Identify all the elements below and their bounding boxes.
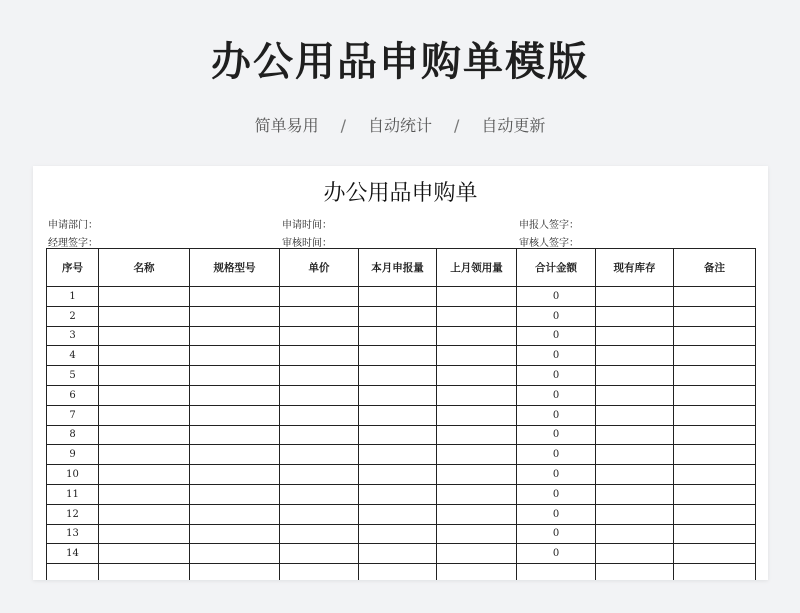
table-cell[interactable] <box>280 346 359 366</box>
table-cell[interactable]: 12 <box>47 504 99 524</box>
table-cell[interactable]: 0 <box>517 504 596 524</box>
table-row <box>47 564 756 580</box>
table-cell[interactable] <box>190 346 280 366</box>
table-row <box>47 405 756 425</box>
table-cell[interactable]: 2 <box>47 306 99 326</box>
table-cell[interactable] <box>674 564 756 580</box>
table-cell[interactable] <box>437 445 517 465</box>
column-header: 序号 <box>47 249 99 287</box>
purchase-table <box>46 248 756 580</box>
manager-sign-label: 经理签字： <box>48 238 98 249</box>
page-title: 办公用品申购单模版 <box>211 39 589 85</box>
table-cell[interactable]: 8 <box>47 425 99 445</box>
column-header: 上月领用量 <box>437 249 517 287</box>
table-cell[interactable] <box>190 564 280 580</box>
table-cell[interactable] <box>674 544 756 564</box>
table-cell[interactable] <box>99 465 190 485</box>
table-cell[interactable] <box>674 445 756 465</box>
column-header: 规格型号 <box>190 249 280 287</box>
table-cell[interactable]: 0 <box>517 484 596 504</box>
table-cell[interactable]: 0 <box>517 385 596 405</box>
feature-item: 简单易用 <box>254 116 319 135</box>
table-cell[interactable] <box>596 366 674 386</box>
table-cell[interactable]: 0 <box>517 544 596 564</box>
table-cell[interactable]: 14 <box>47 544 99 564</box>
table-cell[interactable] <box>280 366 359 386</box>
table-cell[interactable] <box>437 524 517 544</box>
table-cell[interactable]: 13 <box>47 524 99 544</box>
table-cell[interactable] <box>674 306 756 326</box>
table-cell[interactable] <box>359 306 437 326</box>
table-cell[interactable]: 5 <box>47 366 99 386</box>
table-cell[interactable] <box>674 465 756 485</box>
reviewer-sign-label: 审核人签字： <box>519 238 579 249</box>
table-cell[interactable] <box>190 385 280 405</box>
table-cell[interactable] <box>190 287 280 307</box>
column-header: 现有库存 <box>596 249 674 287</box>
table-row <box>47 346 756 366</box>
table-cell[interactable] <box>280 405 359 425</box>
dept-label: 申请部门： <box>48 220 98 231</box>
table-cell[interactable]: 0 <box>517 326 596 346</box>
table-cell[interactable] <box>190 326 280 346</box>
table-cell[interactable] <box>280 564 359 580</box>
apply-time-label: 申请时间： <box>282 220 332 231</box>
table-cell[interactable] <box>596 306 674 326</box>
table-cell[interactable] <box>280 524 359 544</box>
table-cell[interactable]: 7 <box>47 405 99 425</box>
table-cell[interactable] <box>674 524 756 544</box>
form-sheet <box>33 166 768 580</box>
table-row <box>47 425 756 445</box>
table-cell[interactable] <box>190 484 280 504</box>
table-cell[interactable] <box>596 326 674 346</box>
table-cell[interactable] <box>437 465 517 485</box>
table-cell[interactable]: 0 <box>517 366 596 386</box>
table-cell[interactable] <box>280 425 359 445</box>
table-cell[interactable] <box>596 405 674 425</box>
table-cell[interactable] <box>190 366 280 386</box>
table-cell[interactable] <box>359 544 437 564</box>
table-row <box>47 445 756 465</box>
table-cell[interactable]: 11 <box>47 484 99 504</box>
column-header: 单价 <box>280 249 359 287</box>
table-cell[interactable] <box>190 306 280 326</box>
table-cell[interactable] <box>99 524 190 544</box>
table-cell[interactable] <box>359 524 437 544</box>
table-cell[interactable] <box>437 544 517 564</box>
sheet-title: 办公用品申购单 <box>323 181 478 206</box>
feature-item: 自动统计 <box>367 116 432 135</box>
table-cell[interactable] <box>596 385 674 405</box>
table-cell[interactable] <box>99 564 190 580</box>
table-cell[interactable] <box>359 366 437 386</box>
table-row <box>47 484 756 504</box>
table-cell[interactable] <box>99 366 190 386</box>
table-cell[interactable] <box>596 425 674 445</box>
table-cell[interactable] <box>99 385 190 405</box>
table-cell[interactable] <box>437 366 517 386</box>
table-cell[interactable] <box>190 425 280 445</box>
column-header: 合计金额 <box>517 249 596 287</box>
table-cell[interactable] <box>596 504 674 524</box>
feature-tagline <box>0 113 800 136</box>
table-cell[interactable] <box>280 544 359 564</box>
table-row <box>47 385 756 405</box>
table-cell[interactable] <box>99 445 190 465</box>
table-cell[interactable] <box>280 287 359 307</box>
table-cell[interactable] <box>99 544 190 564</box>
table-cell[interactable] <box>674 405 756 425</box>
table-cell[interactable]: 10 <box>47 465 99 485</box>
table-cell[interactable] <box>437 425 517 445</box>
table-cell[interactable] <box>596 524 674 544</box>
table-row <box>47 287 756 307</box>
table-cell[interactable]: 3 <box>47 326 99 346</box>
column-header: 名称 <box>99 249 190 287</box>
table-row <box>47 326 756 346</box>
table-cell[interactable] <box>359 425 437 445</box>
table-cell[interactable]: 9 <box>47 445 99 465</box>
table-cell[interactable] <box>596 544 674 564</box>
table-cell[interactable]: 0 <box>517 287 596 307</box>
table-row <box>47 465 756 485</box>
table-cell[interactable] <box>437 405 517 425</box>
table-cell[interactable]: 1 <box>47 287 99 307</box>
table-cell[interactable] <box>280 504 359 524</box>
table-cell[interactable]: 0 <box>517 445 596 465</box>
table-cell[interactable] <box>359 445 437 465</box>
table-cell[interactable] <box>359 326 437 346</box>
table-cell[interactable] <box>437 564 517 580</box>
table-cell[interactable] <box>280 326 359 346</box>
table-cell[interactable] <box>99 504 190 524</box>
column-header: 备注 <box>674 249 756 287</box>
table-cell[interactable] <box>596 465 674 485</box>
table-row <box>47 306 756 326</box>
table-row <box>47 504 756 524</box>
table-cell[interactable] <box>99 346 190 366</box>
table-cell[interactable] <box>674 385 756 405</box>
table-cell[interactable] <box>437 287 517 307</box>
table-cell[interactable] <box>596 346 674 366</box>
table-cell[interactable] <box>280 385 359 405</box>
table-cell[interactable]: 4 <box>47 346 99 366</box>
table-cell[interactable] <box>47 564 99 580</box>
table-cell[interactable] <box>437 484 517 504</box>
review-time-label: 审核时间： <box>282 238 332 249</box>
table-cell[interactable] <box>517 564 596 580</box>
table-cell[interactable] <box>674 346 756 366</box>
table-cell[interactable] <box>359 564 437 580</box>
table-cell[interactable] <box>99 287 190 307</box>
column-header: 本月申报量 <box>359 249 437 287</box>
table-cell[interactable] <box>674 425 756 445</box>
table-cell[interactable] <box>437 385 517 405</box>
table-cell[interactable] <box>596 445 674 465</box>
table-cell[interactable] <box>596 287 674 307</box>
table-cell[interactable]: 0 <box>517 524 596 544</box>
table-cell[interactable] <box>437 504 517 524</box>
reporter-sign-label: 申报人签字： <box>519 220 579 231</box>
separator: / <box>340 116 346 135</box>
table-cell[interactable] <box>674 366 756 386</box>
table-header-row <box>47 249 756 287</box>
table-cell[interactable]: 0 <box>517 425 596 445</box>
table-cell[interactable] <box>359 385 437 405</box>
table-cell[interactable]: 0 <box>517 405 596 425</box>
table-cell[interactable] <box>190 405 280 425</box>
table-cell[interactable] <box>359 405 437 425</box>
table-cell[interactable] <box>359 465 437 485</box>
table-cell[interactable] <box>190 465 280 485</box>
table-cell[interactable] <box>674 287 756 307</box>
table-cell[interactable]: 6 <box>47 385 99 405</box>
table-cell[interactable] <box>190 445 280 465</box>
table-row <box>47 544 756 564</box>
table-row <box>47 366 756 386</box>
table-cell[interactable] <box>280 465 359 485</box>
table-cell[interactable] <box>99 326 190 346</box>
table-cell[interactable] <box>674 326 756 346</box>
table-cell[interactable] <box>190 544 280 564</box>
table-cell[interactable] <box>190 504 280 524</box>
table-cell[interactable] <box>359 504 437 524</box>
table-cell[interactable] <box>437 306 517 326</box>
table-cell[interactable] <box>359 346 437 366</box>
table-row <box>47 524 756 544</box>
table-cell[interactable] <box>99 484 190 504</box>
table-cell[interactable] <box>359 484 437 504</box>
table-body <box>47 287 756 581</box>
table-cell[interactable]: 0 <box>517 346 596 366</box>
table-cell[interactable] <box>99 405 190 425</box>
table-cell[interactable] <box>190 524 280 544</box>
table-cell[interactable] <box>437 326 517 346</box>
table-cell[interactable] <box>674 504 756 524</box>
table-cell[interactable] <box>280 445 359 465</box>
feature-item: 自动更新 <box>481 116 546 135</box>
separator: / <box>454 116 460 135</box>
table-cell[interactable] <box>280 306 359 326</box>
table-cell[interactable]: 0 <box>517 465 596 485</box>
table-cell[interactable] <box>596 564 674 580</box>
table-cell[interactable] <box>280 484 359 504</box>
table-cell[interactable] <box>99 425 190 445</box>
table-cell[interactable] <box>596 484 674 504</box>
table-cell[interactable] <box>674 484 756 504</box>
table-cell[interactable] <box>437 346 517 366</box>
table-cell[interactable] <box>359 287 437 307</box>
table-cell[interactable] <box>99 306 190 326</box>
table-cell[interactable]: 0 <box>517 306 596 326</box>
